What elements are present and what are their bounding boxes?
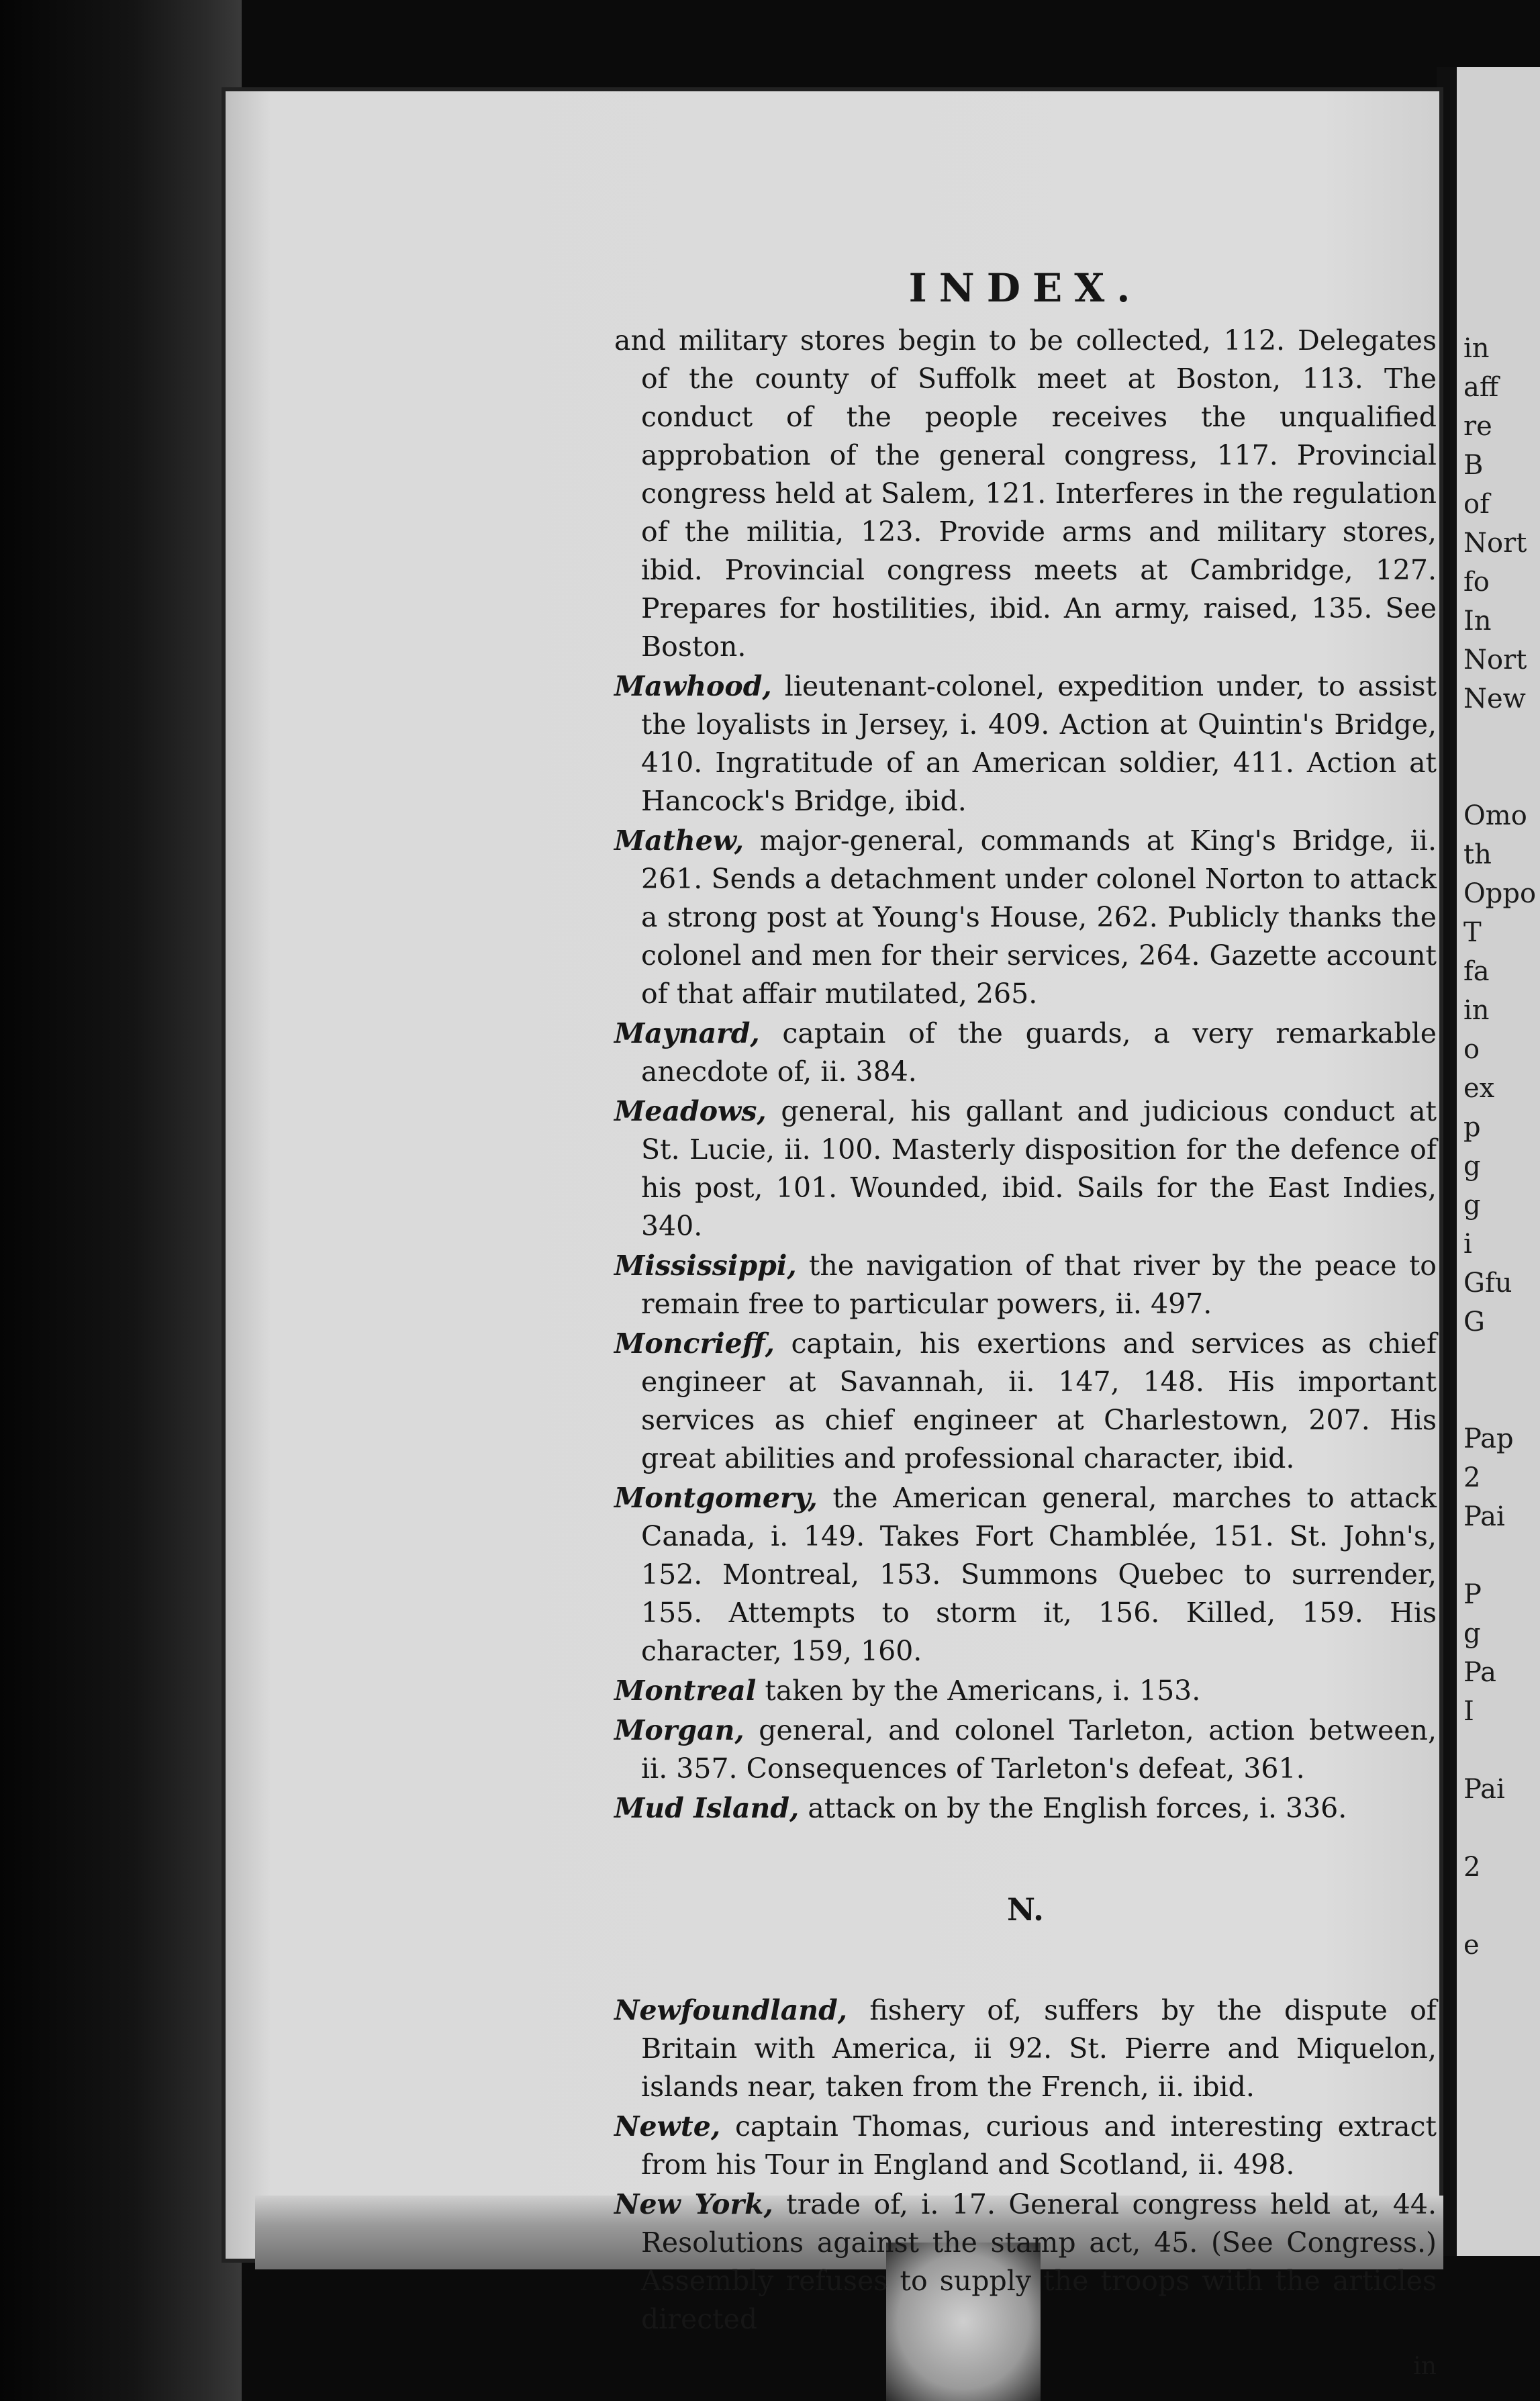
facing-line-fragment: fo <box>1463 567 1490 598</box>
entry-headword: Mississippi, <box>614 1250 797 1282</box>
index-entry <box>614 822 1437 1013</box>
entry-text: captain of the guards, a very remarkable anecdote of, ii. 384. <box>641 1017 1437 1088</box>
entry-text: attack on by the English forces, i. 336. <box>799 1792 1347 1824</box>
page-header: INDEX. <box>908 265 1143 311</box>
entry-headword: Morgan, <box>614 1714 744 1746</box>
entry-text: lieutenant-colonel, expedition under, to assist the loyalists in Jersey, i. 409. Action at Quintin's Bridge, 410. Ingratitude of an American soldier, 411. Action at Hancock's Bridge, ibid. <box>641 670 1437 817</box>
entry-headword: Newte, <box>614 2110 721 2143</box>
entries-n <box>614 1991 1437 2339</box>
entry-headword: Maynard, <box>614 1017 760 1049</box>
index-entry <box>614 1991 1437 2106</box>
entry-headword: Montgomery, <box>614 1482 818 1514</box>
facing-line-fragment: Pai <box>1463 1774 1505 1805</box>
facing-line-fragment: Pap <box>1463 1423 1514 1454</box>
facing-line-fragment: fa <box>1463 956 1490 987</box>
facing-line-fragment: g <box>1463 1618 1481 1649</box>
entry-text: major-general, commands at King's Bridge, ii. 261. Sends a detachment under colonel Norton to attack a strong post at Young's House, 262. Publicly thanks the colonel and men for their services, 264. Gazette account of that affair mutilated, 265. <box>641 825 1437 1010</box>
index-entry <box>614 1325 1437 1478</box>
facing-line-fragment: Omo <box>1463 800 1527 831</box>
facing-line-fragment: In <box>1463 606 1492 637</box>
facing-line-fragment: B <box>1463 450 1484 481</box>
facing-line-fragment: Gfu <box>1463 1268 1512 1299</box>
index-entry <box>614 322 1437 666</box>
entry-text: general, and colonel Tarleton, action between, ii. 357. Consequences of Tarleton's defeat, 361. <box>641 1714 1437 1785</box>
facing-line-fragment: G <box>1463 1307 1485 1337</box>
facing-line-fragment: 2 <box>1463 1852 1481 1883</box>
facing-line-fragment <box>1463 1536 1540 1575</box>
index-entry <box>614 1247 1437 1323</box>
facing-line-fragment: in <box>1463 995 1490 1026</box>
entry-text: the American general, marches to attack Canada, i. 149. Takes Fort Chamblée, 151. St. John's, 152. Montreal, 153. Summons Quebec to surrender, 155. Attempts to storm it, 156. Killed, 159. His character, 159, 160. <box>641 1482 1437 1667</box>
facing-line-fragment: of <box>1463 489 1490 520</box>
facing-line-fragment: in <box>1463 333 1490 364</box>
facing-line-fragment: New <box>1463 684 1526 714</box>
section-heading-n: N. <box>1006 1891 1045 1928</box>
index-entry <box>614 1479 1437 1670</box>
index-entry <box>614 1015 1437 1091</box>
facing-line-fragment: 2 <box>1463 1462 1481 1493</box>
index-content <box>614 265 1437 2380</box>
facing-line-fragment: T <box>1463 917 1482 948</box>
entry-text: captain Thomas, curious and interesting extract from his Tour in England and Scotland, ii. 498. <box>641 2110 1437 2181</box>
facing-line-fragment: P <box>1463 1579 1482 1610</box>
facing-line-fragment: I <box>1463 1696 1474 1727</box>
facing-line-fragment: Pai <box>1463 1501 1505 1532</box>
index-entry <box>614 667 1437 820</box>
facing-page-fragment <box>1463 329 1540 1965</box>
facing-line-fragment: re <box>1463 411 1492 442</box>
entry-headword: Mawhood, <box>614 670 772 702</box>
index-entry <box>614 2185 1437 2339</box>
facing-line-fragment: ex <box>1463 1073 1495 1104</box>
facing-line-fragment <box>1463 1731 1540 1770</box>
index-entry <box>614 1672 1437 1710</box>
entry-text: the navigation of that river by the peace to remain free to particular powers, ii. 497. <box>641 1250 1437 1320</box>
entry-text: general, his gallant and judicious conduct at St. Lucie, ii. 100. Masterly disposition for the defence of his post, 101. Wounded, ibid. Sails for the East Indies, 340. <box>641 1095 1437 1242</box>
entry-text: captain, his exertions and services as chief engineer at Savannah, ii. 147, 148. His important services as chief engineer at Charlestown, 207. His great abilities and professional character, ibid. <box>641 1327 1437 1474</box>
facing-line-fragment <box>1463 1380 1540 1419</box>
entry-headword: Moncrieff, <box>614 1327 775 1360</box>
entry-text: and military stores begin to be collected, 112. Delegates of the county of Suffolk meet at Boston, 113. The conduct of the people receives the unqualified approbation of the general congress, 117. Provincial congress held at Salem, 121. Interferes in the regulation of the militia, 123. Provide arms and military stores, ibid. Provincial congress meets at Cambridge, 127. Prepares for hostilities, ibid. An army, raised, 135. See Boston. <box>614 324 1437 663</box>
facing-line-fragment: o <box>1463 1034 1480 1065</box>
facing-line-fragment: th <box>1463 839 1492 870</box>
facing-line-fragment: i <box>1463 1229 1472 1260</box>
index-entry <box>614 1092 1437 1245</box>
book-spine-shadow <box>0 0 242 2401</box>
index-entry <box>614 1789 1437 1828</box>
facing-line-fragment: Nort <box>1463 528 1527 559</box>
facing-line-fragment: Pa <box>1463 1657 1496 1688</box>
facing-line-fragment: p <box>1463 1112 1481 1143</box>
facing-line-fragment: aff <box>1463 372 1499 403</box>
entry-headword: Meadows, <box>614 1095 767 1127</box>
index-entry <box>614 2108 1437 2184</box>
entries-m <box>614 322 1437 1828</box>
facing-line-fragment: g <box>1463 1190 1481 1221</box>
facing-line-fragment: e <box>1463 1930 1480 1961</box>
facing-line-fragment <box>1463 1341 1540 1380</box>
facing-line-fragment <box>1463 1887 1540 1926</box>
catchword: in <box>1413 2353 1437 2380</box>
facing-line-fragment <box>1463 757 1540 796</box>
entry-text: trade of, i. 17. General congress held at, 44. Resolutions against the stamp act, 45. (See Congress.) Assembly refuses to supply the troops with the articles directed <box>641 2188 1437 2335</box>
facing-line-fragment <box>1463 1809 1540 1848</box>
facing-line-fragment: g <box>1463 1151 1481 1182</box>
entry-headword: New York, <box>614 2188 773 2220</box>
facing-line-fragment <box>1463 718 1540 757</box>
entry-headword: Mud Island, <box>614 1792 800 1824</box>
entry-text: fishery of, suffers by the dispute of Britain with America, ii 92. St. Pierre and Miquelon, islands near, taken from the French, ii. ibid. <box>641 1994 1437 2103</box>
entry-headword: Montreal <box>614 1675 757 1707</box>
facing-line-fragment: Oppo <box>1463 878 1537 909</box>
entry-text: taken by the Americans, i. 153. <box>756 1675 1201 1707</box>
entry-headword: Mathew, <box>614 825 744 857</box>
entry-headword: Newfoundland, <box>614 1994 848 2026</box>
facing-line-fragment: Nort <box>1463 645 1527 675</box>
index-entry <box>614 1711 1437 1788</box>
